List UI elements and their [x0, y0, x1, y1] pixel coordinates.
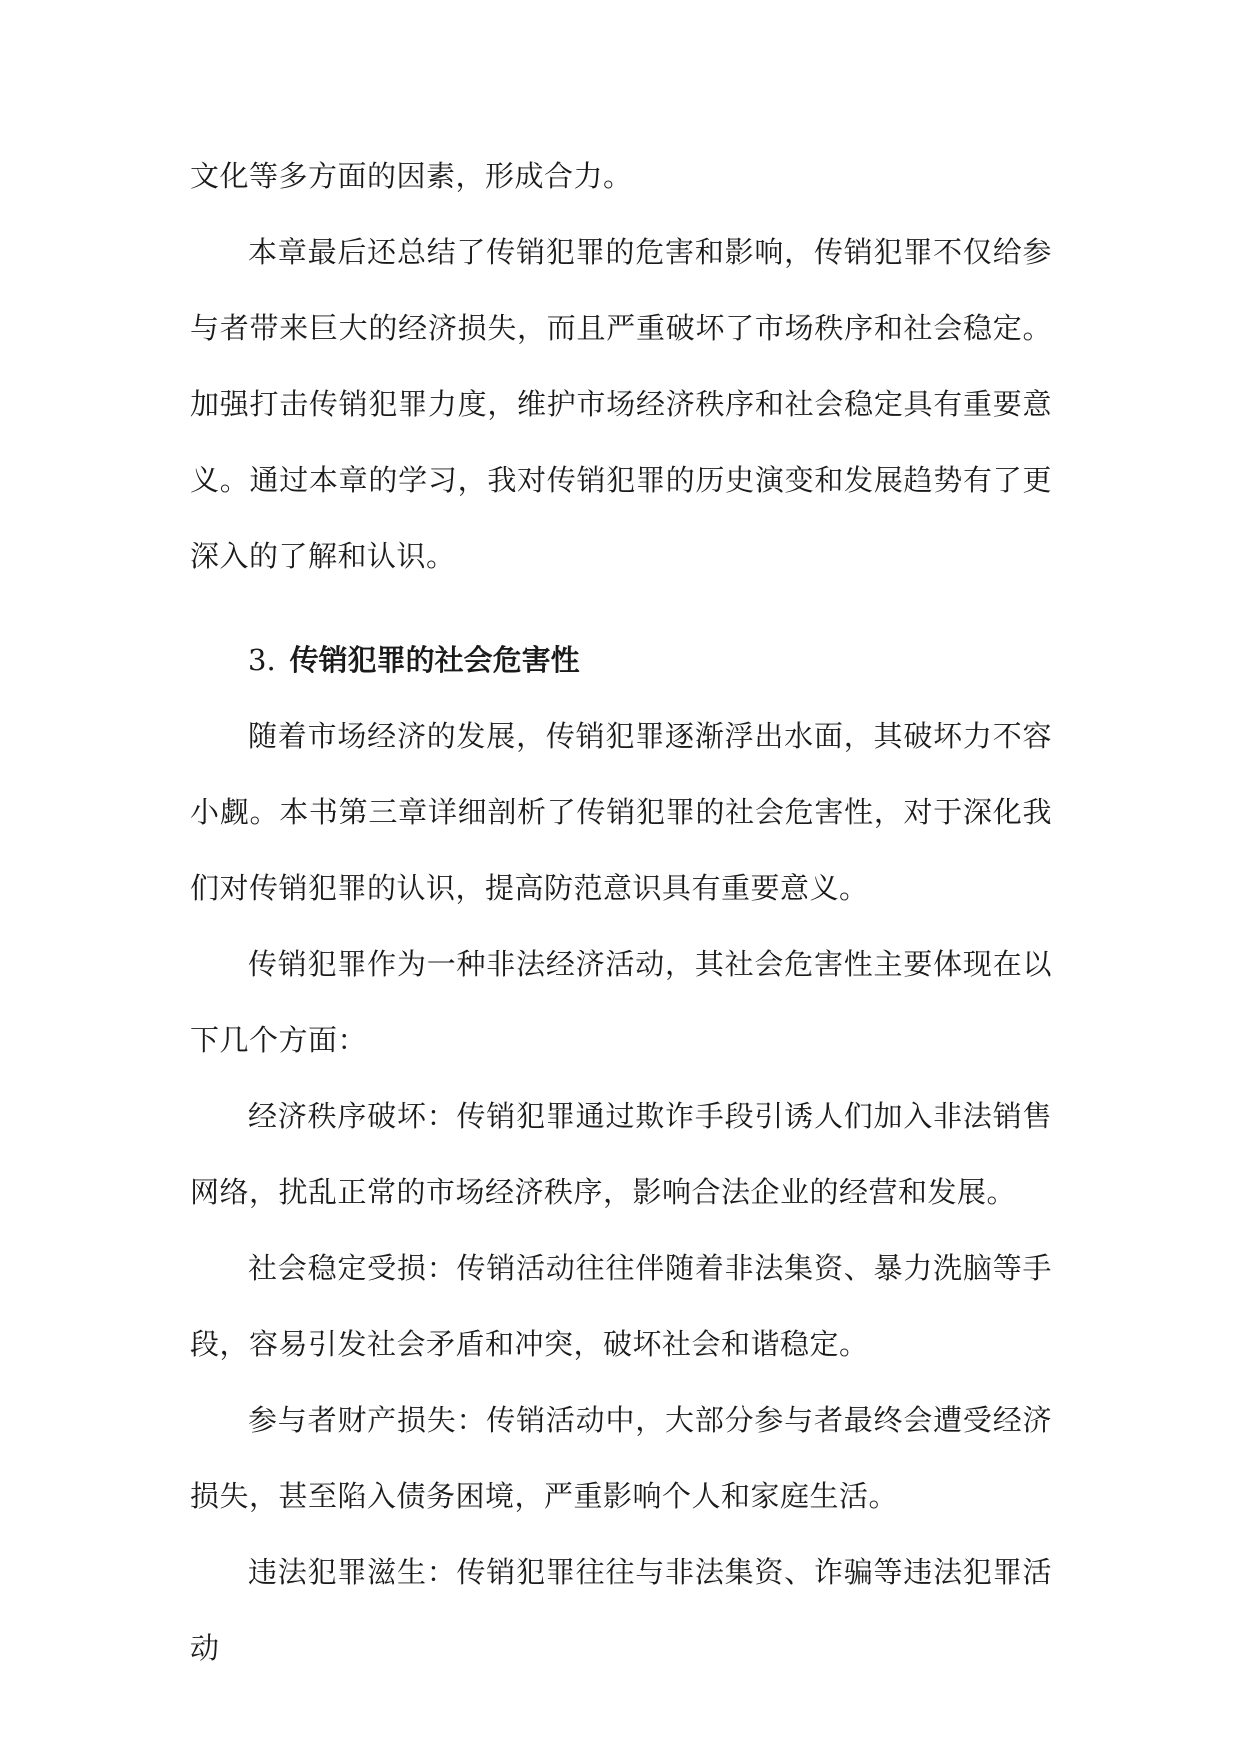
document-page	[190, 138, 1052, 1686]
section-heading	[190, 622, 1052, 698]
paragraph-continuation: 文化等多方面的因素，形成合力。	[190, 159, 633, 193]
paragraph-chapter-summary: 本章最后还总结了传销犯罪的危害和影响，传销犯罪不仅给参与者带来巨大的经济损失，而且严重破坏了市场秩序和社会稳定。加强打击传销犯罪力度，维护市场经济秩序和社会稳定具有重要意义。通过本章的学习，我对传销犯罪的历史演变和发展趋势有了更深入的了解和认识。	[190, 235, 1052, 573]
paragraph-harm-overview: 传销犯罪作为一种非法经济活动，其社会危害性主要体现在以下几个方面：	[190, 947, 1052, 1057]
paragraph-property-loss: 参与者财产损失：传销活动中，大部分参与者最终会遭受经济损失，甚至陷入债务困境，严重影响个人和家庭生活。	[190, 1403, 1052, 1513]
section-title: 传销犯罪的社会危害性	[289, 643, 580, 677]
paragraph-social-stability: 社会稳定受损：传销活动往往伴随着非法集资、暴力洗脑等手段，容易引发社会矛盾和冲突，破坏社会和谐稳定。	[190, 1251, 1052, 1361]
paragraph-intro: 随着市场经济的发展，传销犯罪逐渐浮出水面，其破坏力不容小觑。本书第三章详细剖析了传销犯罪的社会危害性，对于深化我们对传销犯罪的认识，提高防范意识具有重要意义。	[190, 719, 1052, 905]
paragraph-economic-order: 经济秩序破坏：传销犯罪通过欺诈手段引诱人们加入非法销售网络，扰乱正常的市场经济秩序，影响合法企业的经营和发展。	[190, 1099, 1052, 1209]
paragraph-crime-breeding: 违法犯罪滋生：传销犯罪往往与非法集资、诈骗等违法犯罪活动	[190, 1555, 1052, 1665]
section-number: 3.	[248, 643, 276, 677]
